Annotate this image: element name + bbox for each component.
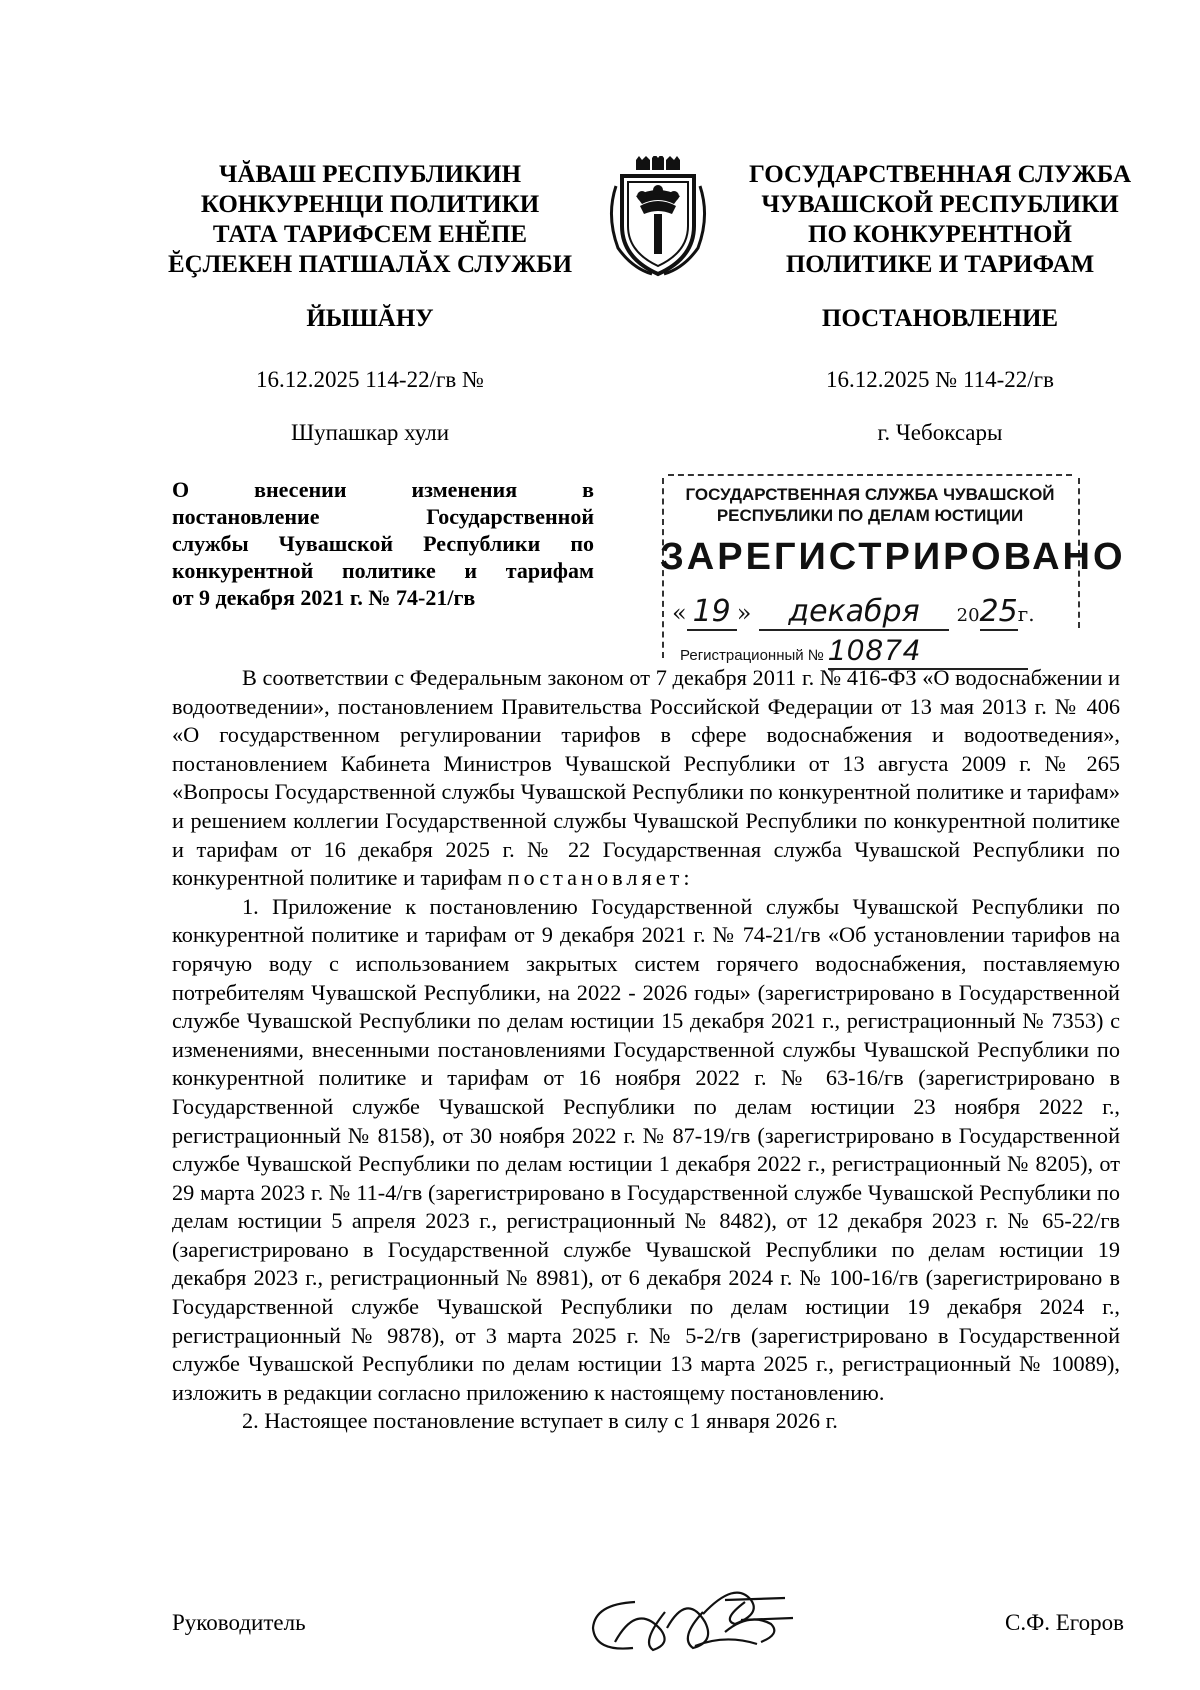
stamp-organization: ГОСУДАРСТВЕННАЯ СЛУЖБА ЧУВАШСКОЙ РЕСПУБЛИКИ ПО ДЕЛАМ ЮСТИЦИИ	[685, 485, 1055, 525]
header-right	[745, 160, 1135, 280]
stamp-date: « 19 » декабря 2025г.	[672, 594, 1035, 629]
handwritten-signature-icon	[575, 1572, 805, 1662]
header-left	[160, 160, 580, 280]
subject-line: постановление Государственной	[172, 504, 594, 529]
stamp-year-prefix: 20	[956, 605, 980, 626]
header-left-line: КОНКУРЕНЦИ ПОЛИТИКИ	[200, 191, 540, 218]
stamp-year-tail: г.	[1017, 602, 1035, 626]
stamp-reg-number: 10874	[828, 634, 1028, 670]
body-paragraph-1: 1. Приложение к постановлению Государственной службы Чувашской Республики по конкурентной политике и тарифам от 9 декабря 2021 г. № 74-21/гв «Об установлении тарифов на горячую воду с использованием закрытых систем горячего водоснабжения, поставляемую потребителям Чувашской Республики, на 2022 - 2026 годы» (зарегистрировано в Государственной службе Чувашской Республики по делам юстиции 15 декабря 2021 г., регистрационный № 7353) с изменениями, внесенными постановлениями Государственной службы Чувашской Республики по конкурентной политике и тарифам от 16 ноября 2022 г. № 63-16/гв (зарегистрировано в Государственной службе Чувашской Республики по делам юстиции 23 ноября 2022 г., регистрационный № 8158), от 30 ноября 2022 г. № 87-19/гв (зарегистрировано в Государственной службе Чувашской Республики по делам юстиции 1 декабря 2022 г., регистрационный № 8205), от 29 марта 2023 г. № 11-4/гв (зарегистрировано в Государственной службе Чувашской Республики по делам юстиции 5 апреля 2023 г., регистрационный № 8482), от 12 декабря 2023 г. № 65-22/гв (зарегистрировано в Государственной службе Чувашской Республики по делам юстиции 19 декабря 2023 г., регистрационный № 8981), от 6 декабря 2024 г. № 100-16/гв (зарегистрировано в Государственной службе Чувашской Республики по делам юстиции 19 декабря 2024 г., регистрационный № 9878), от 3 марта 2025 г. № 5-2/гв (зарегистрировано в Государственной службе Чувашской Республики по делам юстиции 13 марта 2025 г., регистрационный № 10089), изложить в редакции согласно приложению к настоящему постановлению.	[172, 893, 1120, 1405]
stamp-year-suffix: 25	[979, 594, 1018, 629]
header-right-line: ПОЛИТИКЕ И ТАРИФАМ	[785, 251, 1095, 278]
header-right-line: ГОСУДАРСТВЕННАЯ СЛУЖБА	[748, 161, 1132, 188]
header-right-line: ПО КОНКУРЕНТНОЙ	[808, 221, 1072, 248]
subject-line: О внесении изменения в	[172, 477, 594, 502]
subject-line: службы Чувашской Республики по	[172, 531, 594, 556]
body-paragraph-preamble: В соответствии с Федеральным законом от 7 декабря 2011 г. № 416-ФЗ «О водоснабжении и водоотведении», постановлением Правительства Российской Федерации от 13 мая 2013 г. № 406 «О государственном регулировании тарифов в сфере водоснабжения и водоотведения», постановлением Кабинета Министров Чувашской Республики от 13 августа 2009 г. № 265 «Вопросы Государственной службы Чувашской Республики по конкурентной политике и тарифам» и решением коллегии Государственной службы Чувашской Республики по конкурентной политике и тарифам от 16 декабря 2025 г. № 22 Государственная служба Чувашской Республики по конкурентной политике и тарифам постановляет:	[172, 665, 1120, 891]
signatory-name: С.Ф. Егоров	[1005, 1610, 1125, 1635]
city-chuvash: Шупашкар хули	[290, 420, 450, 445]
city-russian: г. Чебоксары	[877, 420, 1003, 445]
document-subject	[172, 476, 594, 611]
header-left-line: ĔÇЛЕКЕН ПАТШАЛĂХ СЛУЖБИ	[167, 251, 573, 278]
document-body	[172, 664, 1120, 1436]
coat-of-arms-icon	[602, 156, 714, 280]
registration-stamp	[660, 474, 1126, 667]
subject-line: конкурентной политике и тарифам	[172, 558, 594, 583]
header-left-line: ТАТА ТАРИФСЕМ ЕНĔПЕ	[212, 221, 528, 248]
doc-type-chuvash: ЙЫШĂНУ	[306, 305, 434, 332]
stamp-reg-label: Регистрационный №	[680, 647, 824, 664]
date-number-chuvash: 16.12.2025 114-22/гв №	[256, 367, 484, 392]
header-right-line: ЧУВАШСКОЙ РЕСПУБЛИКИ	[761, 191, 1119, 218]
decree-keyword: постановляет:	[507, 865, 694, 891]
doc-type-russian: ПОСТАНОВЛЕНИЕ	[821, 305, 1059, 332]
body-paragraph-2: 2. Настоящее постановление вступает в силу с 1 января 2026 г.	[242, 1408, 838, 1434]
signatory-position: Руководитель	[172, 1610, 306, 1635]
stamp-month: декабря	[759, 594, 949, 631]
stamp-registered-title: ЗАРЕГИСТРИРОВАНО	[660, 536, 1126, 578]
stamp-day: 19	[687, 594, 737, 631]
header-left-line: ЧĂВАШ РЕСПУБЛИКИН	[218, 161, 522, 188]
subject-line: от 9 декабря 2021 г. № 74-21/гв	[172, 585, 476, 610]
date-number-russian: 16.12.2025 № 114-22/гв	[826, 367, 1054, 392]
